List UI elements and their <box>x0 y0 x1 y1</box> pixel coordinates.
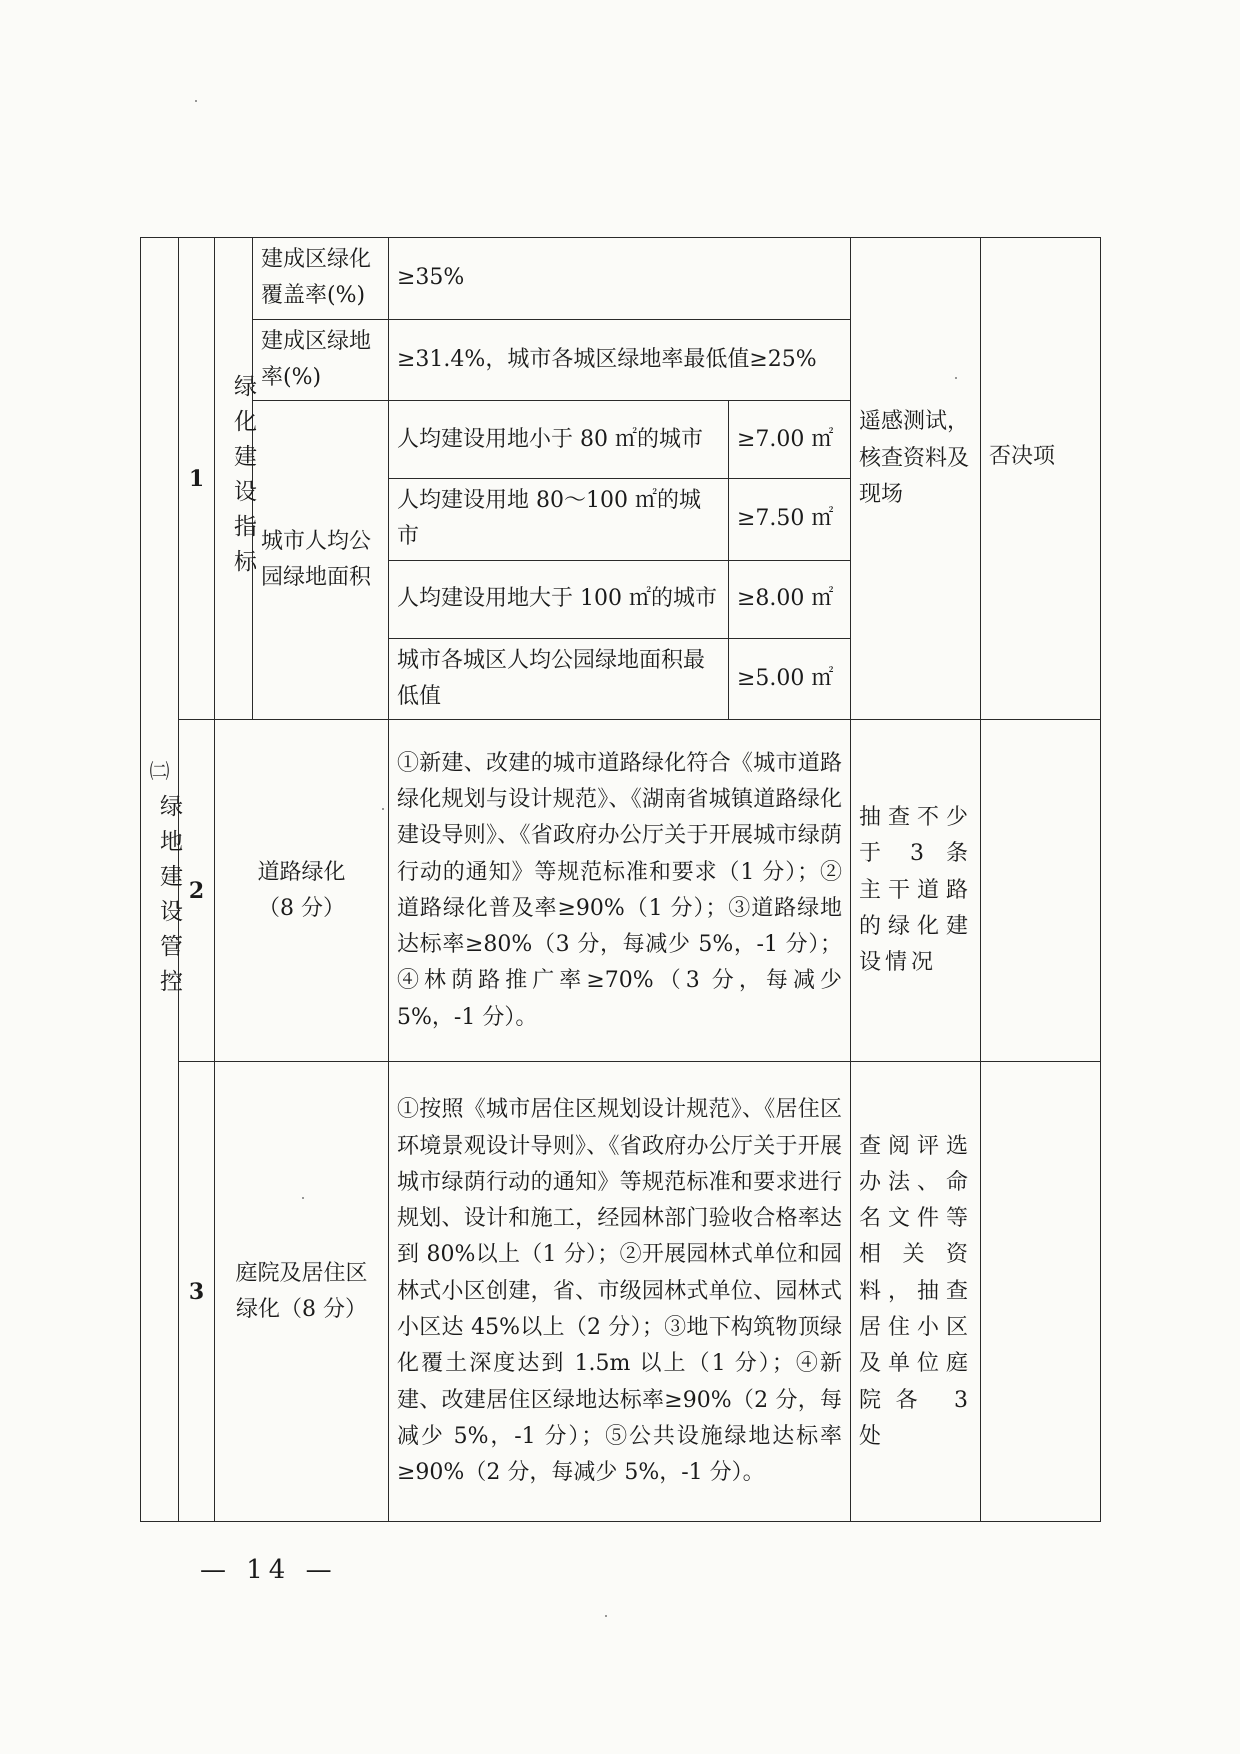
table-row <box>141 1062 1101 1522</box>
item-value: ≥31.4%，城市各城区绿地率最低值≥25% <box>389 319 851 401</box>
category-cell <box>215 238 256 720</box>
row-name: 道路绿化 <box>257 859 346 885</box>
method-text: 遥感测试，核查资料及现场 <box>859 409 970 507</box>
note-text: 否决项 <box>989 443 1056 469</box>
category-label: 绿化建设指标 <box>229 373 256 584</box>
section-label: 绿地建设管控 <box>155 794 182 1005</box>
table-row <box>141 238 1101 320</box>
row-score: （8 分） <box>258 895 345 921</box>
park-condition: 人均建设用地小于 80 ㎡的城市 <box>389 401 729 479</box>
park-condition: 城市各城区人均公园绿地面积最低值 <box>389 638 729 720</box>
row-method: 抽查不少于 3 条主干道路的绿化建设情况 <box>851 720 981 1062</box>
item-value: ≥35% <box>389 238 851 320</box>
park-condition: 人均建设用地 80～100 ㎡的城市 <box>389 479 729 561</box>
note-cell <box>981 238 1101 720</box>
page-number: — 14 — <box>200 1555 338 1585</box>
item-name: 建成区绿化覆盖率(%) <box>253 238 389 320</box>
park-value: ≥8.00 ㎡ <box>729 560 851 638</box>
park-condition: 人均建设用地大于 100 ㎡的城市 <box>389 560 729 638</box>
row-number: 3 <box>179 1062 215 1522</box>
table-row <box>141 720 1101 1062</box>
row-number: 1 <box>179 238 215 720</box>
method-cell <box>851 238 981 720</box>
park-name: 城市人均公园绿地面积 <box>253 401 389 720</box>
row-method: 查阅评选办法、命名文件等相关资料，抽查居住小区及单位庭院各 3 处 <box>851 1062 981 1522</box>
row-note <box>981 1062 1101 1522</box>
standards-table <box>140 237 1101 1522</box>
row-note <box>981 720 1101 1062</box>
park-value: ≥7.00 ㎡ <box>729 401 851 479</box>
park-value: ≥7.50 ㎡ <box>729 479 851 561</box>
section-label-top: ㈡ <box>149 759 170 784</box>
row-content: ①新建、改建的城市道路绿化符合《城市道路绿化规划与设计规范》、《湖南省城镇道路绿化建设导则》、《省政府办公厅关于开展城市绿荫行动的通知》等规范标准和要求（1 分）；②道路绿化普及率≥90%（1 分）；③道路绿地达标率≥80%（3 分，每减少 5%，-1 分）；④林荫路推广率≥70%（3 分，每减少 5%，-1 分）。 <box>389 720 851 1062</box>
section-cell <box>141 238 182 1522</box>
row-name: 庭院及居住区绿化（8 分） <box>215 1062 389 1522</box>
row-number: 2 <box>179 720 215 1062</box>
row-content: ①按照《城市居住区规划设计规范》、《居住区环境景观设计导则》、《省政府办公厅关于开展城市绿荫行动的通知》等规范标准和要求进行规划、设计和施工，经园林部门验收合格率达到 80%以上（1 分）；②开展园林式单位和园林式小区创建，省、市级园林式单位、园林式小区达 45%以上（2 分）；③地下构筑物顶绿化覆土深度达到 1.5m 以上（1 分）；④新建、改建居住区绿地达标率≥90%（2 分，每减少 5%，-1 分）；⑤公共设施绿地达标率≥90%（2 分，每减少 5%，-1 分）。 <box>389 1062 851 1522</box>
item-name: 建成区绿地率(%) <box>253 319 389 401</box>
row-name-cell <box>215 720 389 1062</box>
park-value: ≥5.00 ㎡ <box>729 638 851 720</box>
